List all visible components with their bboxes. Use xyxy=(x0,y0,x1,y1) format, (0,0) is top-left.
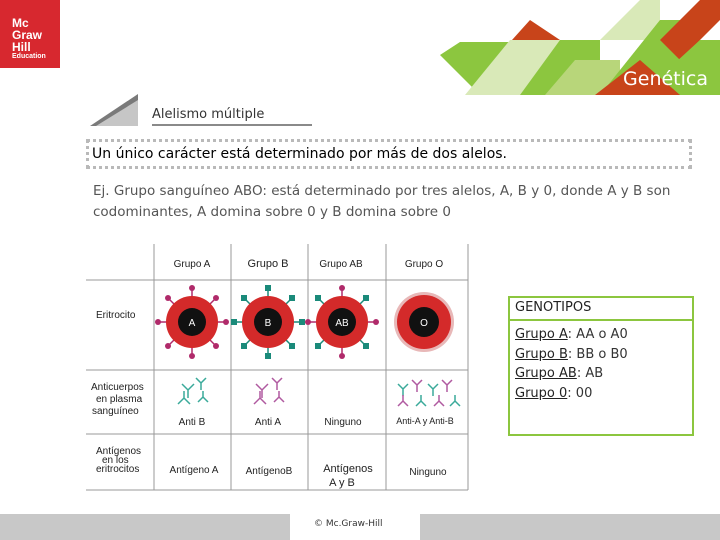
genotype-value: : BB o B0 xyxy=(567,346,628,362)
antigen-label-o: Ninguno xyxy=(409,467,447,478)
erythrocyte-ab xyxy=(305,285,379,359)
genotype-group: Grupo 0 xyxy=(515,385,568,401)
erythrocyte-letter-a: A xyxy=(188,318,196,329)
row-label-antigens-1: Antígenos xyxy=(96,446,142,457)
row-label-antibodies-1: Anticuerpos xyxy=(91,382,144,393)
genotype-group: Grupo AB xyxy=(515,366,577,381)
row-label-antigens-3: eritrocitos xyxy=(96,464,140,475)
col-header-a: Grupo A xyxy=(173,259,211,270)
erythrocyte-a xyxy=(155,285,229,359)
antibody-label-o: Anti-A y Anti-B xyxy=(396,416,454,426)
genotypes-divider xyxy=(510,319,692,321)
erythrocyte-b xyxy=(231,285,305,359)
erythrocyte-letter-b: B xyxy=(264,318,272,329)
row-label-antibodies-2: en plasma xyxy=(96,394,143,405)
erythrocyte-letter-o: O xyxy=(420,318,428,329)
logo-line-4: Education xyxy=(12,53,46,60)
col-header-b: Grupo B xyxy=(247,258,289,270)
blood-group-diagram xyxy=(86,244,471,494)
mcgraw-hill-logo xyxy=(0,0,60,68)
header-banner xyxy=(0,0,720,100)
anti-b-antibodies xyxy=(178,378,208,404)
logo-line-3: Hill xyxy=(12,40,31,54)
antigen-label-ab-2: A y B xyxy=(329,477,355,489)
example-text: Ej. Grupo sanguíneo ABO: está determinado por tres alelos, A, B y 0, donde A y B son codominantes, A domina sobre 0 y B domina sobre 0 xyxy=(93,183,671,220)
anti-a-antibodies xyxy=(254,378,284,404)
subtitle-underline xyxy=(152,124,312,126)
logo-line-1: Mc xyxy=(12,16,29,30)
row-label-antigens-2: en los xyxy=(102,455,129,466)
genotype-group: Grupo B xyxy=(515,346,568,362)
antibody-label-a: Anti B xyxy=(178,417,206,428)
topic-title: Genética xyxy=(623,68,708,90)
erythrocyte-o xyxy=(394,292,454,352)
genotype-item xyxy=(515,325,628,345)
col-header-ab: Grupo AB xyxy=(319,259,363,270)
antibody-label-ab: Ninguno xyxy=(324,417,362,428)
genotype-item xyxy=(515,345,628,365)
copyright-text: © Mc.Graw-Hill xyxy=(314,519,383,529)
antigen-label-b: AntígenoB xyxy=(245,466,293,477)
genotype-value: : 00 xyxy=(567,385,593,401)
col-header-o: Grupo O xyxy=(404,259,444,270)
definition-text: Un único carácter está determinado por más de dos alelos. xyxy=(92,146,508,162)
genotype-item xyxy=(515,364,628,384)
antibody-label-b: Anti A xyxy=(254,417,282,428)
antigen-label-ab-1: Antígenos xyxy=(323,463,373,475)
logo-line-2: Graw xyxy=(12,28,43,42)
genotypes-title: GENOTIPOS xyxy=(515,300,592,315)
genotype-value: : AA o A0 xyxy=(567,327,628,342)
anti-a-and-b-antibodies xyxy=(398,380,460,406)
row-label-antibodies-3: sanguíneo xyxy=(92,406,139,417)
genotype-group: Grupo A xyxy=(515,327,568,342)
genotype-item xyxy=(515,384,628,404)
subtitle-triangle-decoration xyxy=(90,92,150,128)
erythrocyte-letter-ab: AB xyxy=(335,318,349,329)
section-subtitle: Alelismo múltiple xyxy=(152,107,265,122)
genotypes-list xyxy=(515,325,628,403)
genotype-value: : AB xyxy=(576,366,604,381)
row-label-erythrocyte: Eritrocito xyxy=(96,310,136,321)
antigen-label-a: Antígeno A xyxy=(169,465,219,476)
